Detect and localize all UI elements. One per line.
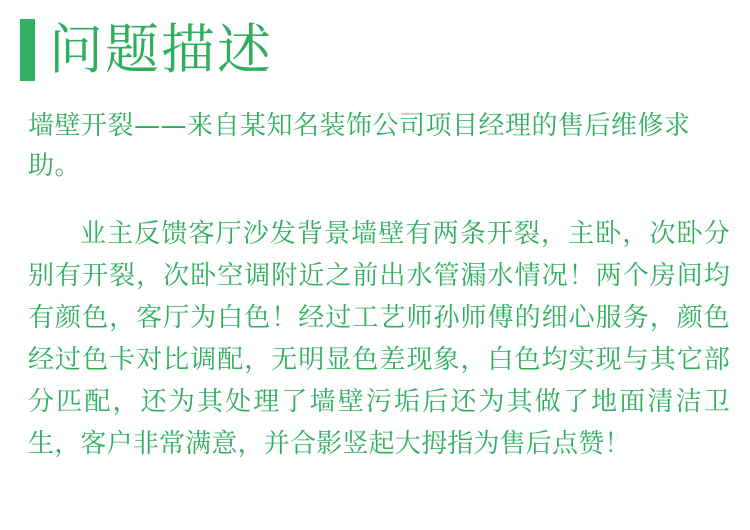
- page-title-text: 问题描述: [49, 18, 273, 81]
- body-paragraph: 业主反馈客厅沙发背景墙壁有两条开裂，主卧，次卧分别有开裂，次卧空调附近之前出水管漏水情况！两个房间均有颜色，客厅为白色！经过工艺师孙师傅的细心服务，颜色经过色卡对比调配，无明显色差现象，白色均实现与其它部分匹配，还为其处理了墙壁污垢后还为其做了地面清洁卫生，客户非常满意，并合影竖起大拇指为售后点赞！: [28, 218, 730, 460]
- page-title: [20, 0, 730, 92]
- title-accent-bar: [20, 19, 35, 81]
- lead-paragraph: 墙壁开裂——来自某知名装饰公司项目经理的售后维修求助。: [28, 111, 691, 182]
